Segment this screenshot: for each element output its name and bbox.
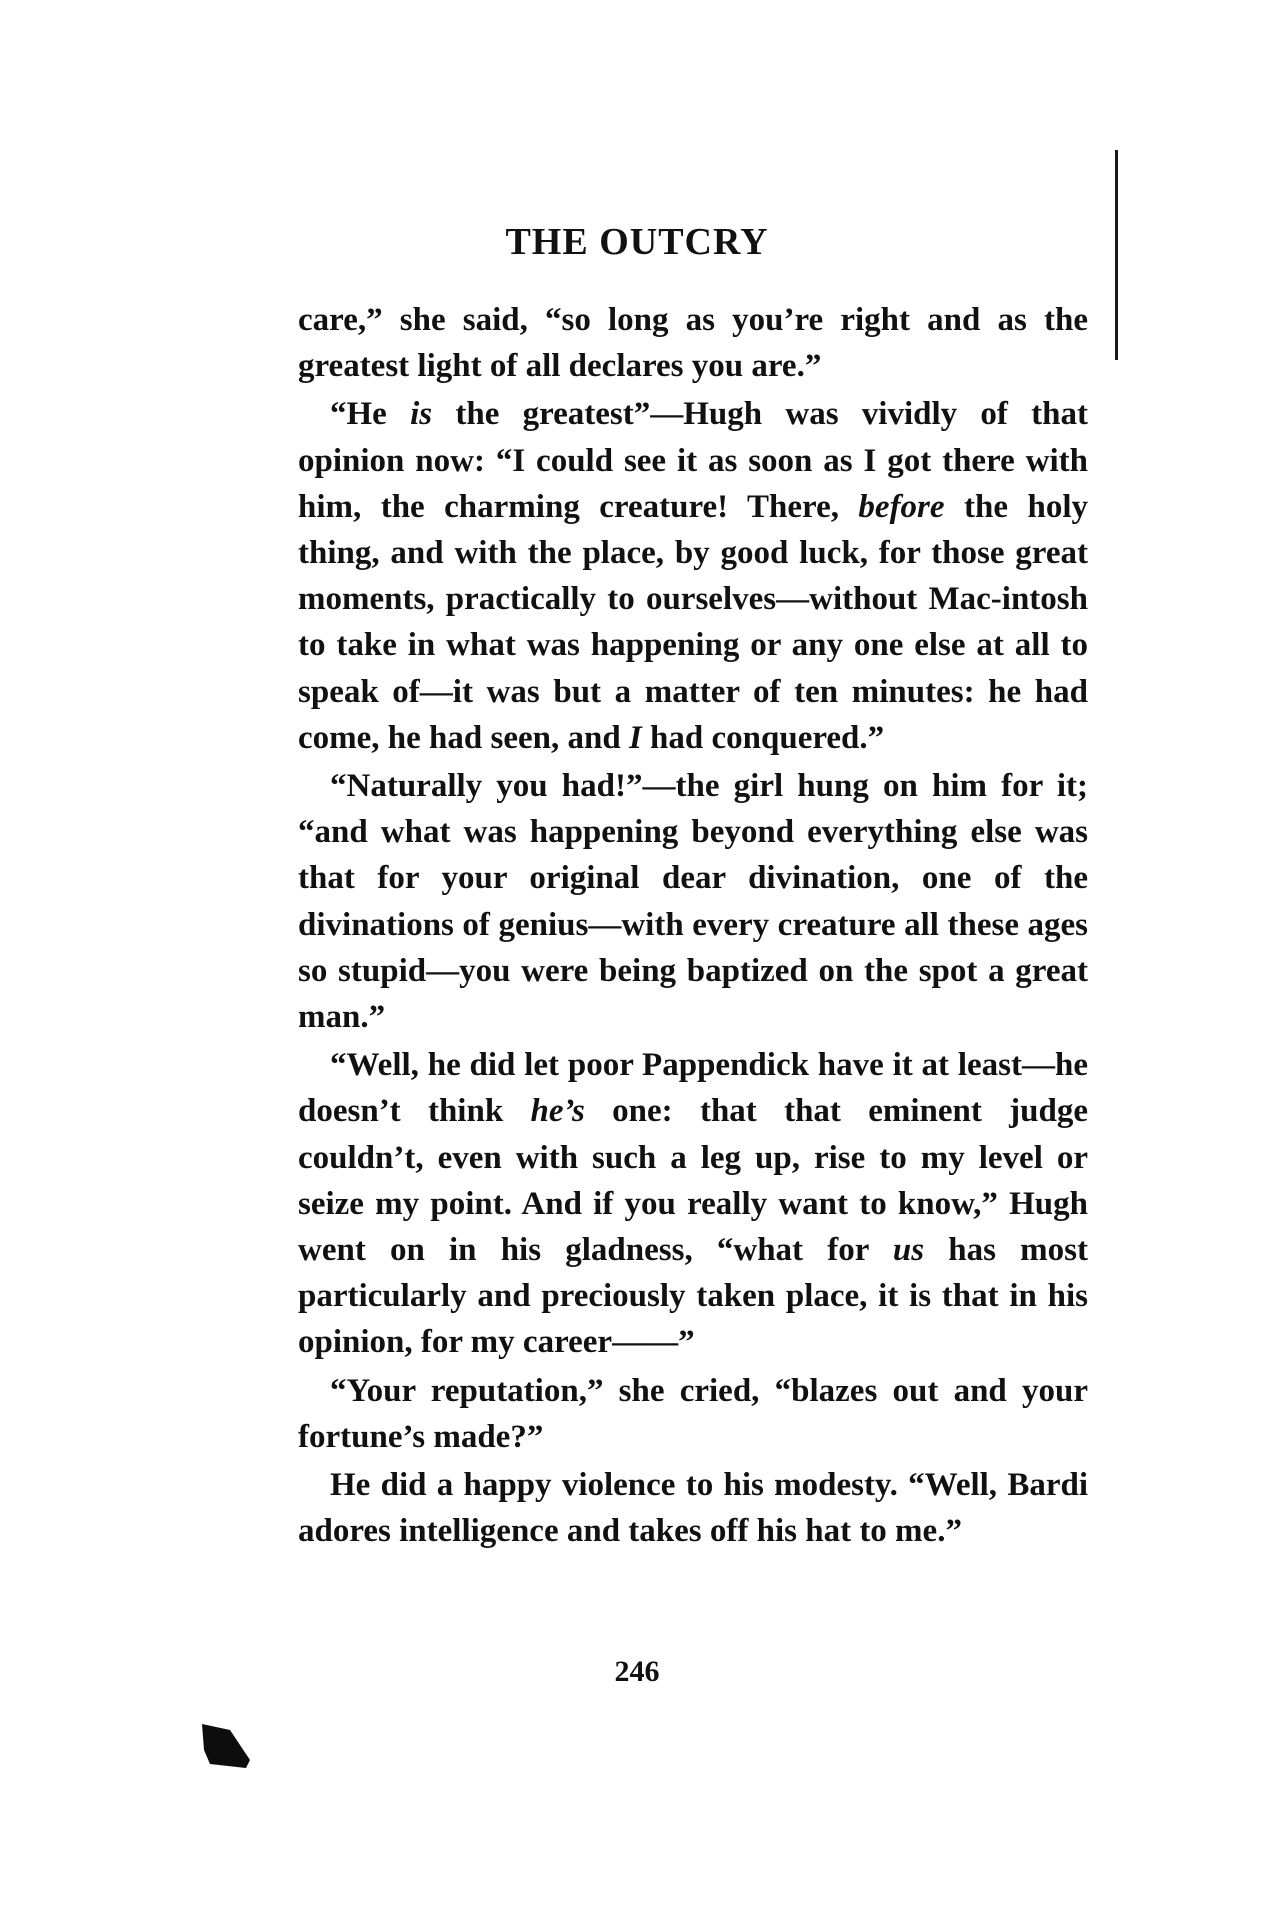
italic-emphasis: he’s [530,1093,585,1130]
page-number: 246 [614,1655,660,1688]
paragraph-text: one: that that eminent judge couldn’t, even with such a leg up, rise to my level or seize my point. And if you really want to know,” Hugh went on in his gladness, “what for [298,1093,1088,1269]
paragraph-text: “Naturally you had!”—the girl hung on him for it; “and what was happening beyond everything else was that for your original dear divination, one of the divinations of genius—with every creature all these ages so stupid—you were being baptized on the spot a great man.” [298,768,1088,1036]
paragraph-text: “Well, he did let poor Pappendick have it at least—he doesn’t think [298,1047,1088,1130]
paragraph-text: the holy thing, and with the place, by good luck, for those great moments, practically to ourselves—without Mac-intosh to take in what was happening or any one else at all to speak of—it was but a matter of ten minutes: he had come, he had seen, and [298,488,1088,756]
paragraph [298,763,1088,1040]
italic-emphasis: us [892,1232,925,1269]
paragraph [298,1368,1088,1460]
paragraph-text: care,” she said, “so long as you’re right and as the greatest light of all declares you are.” [298,302,1088,385]
paragraph-text: He did a happy violence to his modesty. “Well, Bardi adores intelligence and takes off his hat to me.” [298,1467,1088,1550]
paragraph [298,391,1088,761]
scan-blot-mark [200,1720,252,1770]
body-text [298,297,1088,1554]
italic-emphasis: I [628,719,642,756]
paragraph-text: had conquered.” [641,719,885,756]
italic-emphasis: before [858,488,945,525]
italic-emphasis: is [410,396,433,433]
paragraph-text: “Your reputation,” she cried, “blazes out and your fortune’s made?” [298,1372,1088,1455]
paragraph [298,1462,1088,1554]
paragraph-text: “He [330,396,411,433]
paragraph [298,297,1088,389]
paragraph-text: has most particularly and preciously taken place, it is that in his opinion, for my career——” [298,1232,1088,1361]
paragraph-text: the greatest”—Hugh was vividly of that opinion now: “I could see it as soon as I got there with him, the charming creature! There, [298,396,1088,525]
paragraph [298,1042,1088,1365]
running-title: THE OUTCRY [505,221,769,263]
